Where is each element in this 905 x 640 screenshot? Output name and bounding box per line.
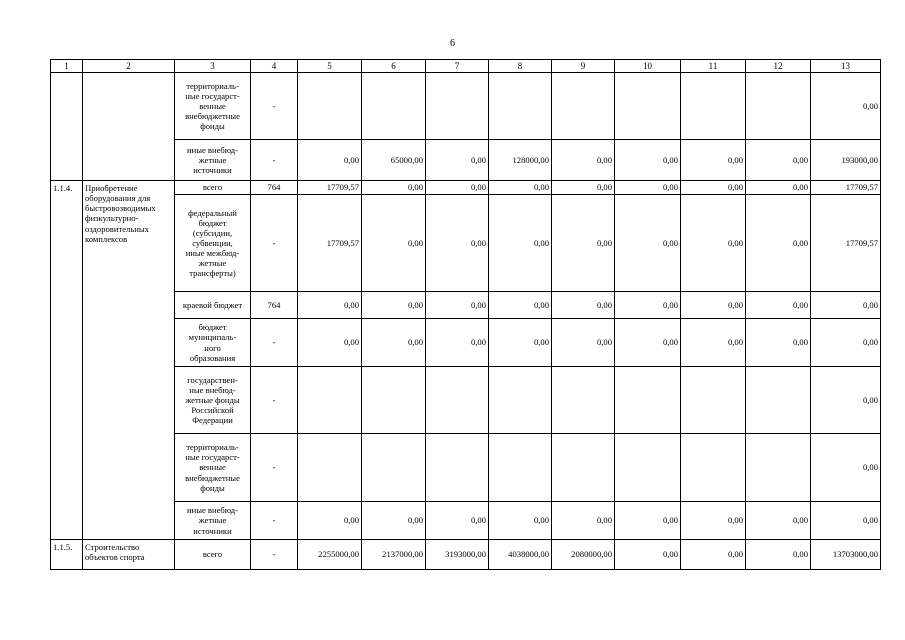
value-cell: 0,00 [681,292,746,319]
value-cell [426,73,489,140]
value-cell [362,367,426,434]
code-cell: 764 [251,292,298,319]
value-cell: 4038000,00 [489,540,552,570]
header-cell: 3 [175,60,251,73]
value-cell [298,434,362,502]
value-cell: 0,00 [746,181,811,195]
code-cell: - [251,367,298,434]
value-cell [426,367,489,434]
value-cell: 0,00 [552,319,615,367]
code-cell: - [251,73,298,140]
code-cell: - [251,195,298,292]
value-cell [552,73,615,140]
value-cell: 193000,00 [811,140,881,181]
code-cell: - [251,502,298,540]
item-name-cell [83,73,175,181]
item-number-cell: 1.1.5. [51,540,83,570]
value-cell: 0,00 [426,292,489,319]
item-name-cell: Строительство объектов спорта [83,540,175,570]
value-cell: 0,00 [811,292,881,319]
value-cell: 0,00 [362,181,426,195]
value-cell: 0,00 [362,195,426,292]
value-cell: 0,00 [681,195,746,292]
value-cell: 0,00 [489,292,552,319]
value-cell: 2080000,00 [552,540,615,570]
value-cell: 0,00 [811,502,881,540]
value-cell [615,73,681,140]
source-cell: всего [175,540,251,570]
item-number-cell: 1.1.4. [51,181,83,540]
header-cell: 1 [51,60,83,73]
source-cell: территориаль- ные государст- венные внебюджетные фонды [175,434,251,502]
header-row [51,60,881,73]
value-cell: 3193000,00 [426,540,489,570]
value-cell [489,73,552,140]
code-cell: - [251,540,298,570]
source-cell: иные внебюд- жетные источники [175,502,251,540]
table-row [51,319,881,367]
value-cell: 0,00 [426,195,489,292]
value-cell: 0,00 [298,319,362,367]
value-cell: 0,00 [811,319,881,367]
value-cell: 0,00 [615,502,681,540]
table-row [51,502,881,540]
source-cell: федеральный бюджет (субсидии, субвенции, иные межбюд- жетные трансферты) [175,195,251,292]
header-cell: 10 [615,60,681,73]
value-cell: 0,00 [489,502,552,540]
header-cell: 11 [681,60,746,73]
value-cell [489,367,552,434]
value-cell [746,434,811,502]
value-cell: 0,00 [615,140,681,181]
value-cell: 65000,00 [362,140,426,181]
value-cell [615,367,681,434]
value-cell: 0,00 [615,181,681,195]
value-cell: 0,00 [552,502,615,540]
value-cell: 2255000,00 [298,540,362,570]
page-number: 6 [450,38,455,49]
value-cell: 0,00 [615,195,681,292]
value-cell: 13703000,00 [811,540,881,570]
value-cell: 0,00 [811,367,881,434]
code-cell: 764 [251,181,298,195]
value-cell [362,434,426,502]
value-cell [552,434,615,502]
value-cell: 0,00 [552,195,615,292]
value-cell: 17709,57 [298,181,362,195]
value-cell: 0,00 [426,319,489,367]
table-row [51,434,881,502]
value-cell: 0,00 [681,140,746,181]
value-cell: 0,00 [746,319,811,367]
value-cell [681,434,746,502]
header-cell: 6 [362,60,426,73]
source-cell: бюджет муниципаль- ного образования [175,319,251,367]
value-cell: 0,00 [489,195,552,292]
header-cell: 5 [298,60,362,73]
source-cell: государствен- ные внебюд- жетные фонды Российской Федерации [175,367,251,434]
value-cell [426,434,489,502]
value-cell: 0,00 [746,540,811,570]
budget-table [50,59,881,570]
value-cell: 17709,57 [811,195,881,292]
value-cell: 2137000,00 [362,540,426,570]
table-row [51,181,881,195]
value-cell: 0,00 [681,319,746,367]
table-row [51,73,881,140]
value-cell: 0,00 [811,73,881,140]
value-cell: 0,00 [298,292,362,319]
value-cell: 0,00 [362,292,426,319]
value-cell: 0,00 [746,195,811,292]
value-cell: 0,00 [681,502,746,540]
value-cell: 17709,57 [298,195,362,292]
header-cell: 13 [811,60,881,73]
code-cell: - [251,434,298,502]
header-cell: 12 [746,60,811,73]
value-cell: 17709,57 [811,181,881,195]
code-cell: - [251,319,298,367]
value-cell: 0,00 [615,292,681,319]
table-row [51,540,881,570]
value-cell [489,434,552,502]
source-cell: иные внебюд- жетные источники [175,140,251,181]
value-cell: 0,00 [489,181,552,195]
value-cell: 0,00 [746,292,811,319]
source-cell: всего [175,181,251,195]
value-cell: 0,00 [811,434,881,502]
item-number-cell [51,73,83,181]
value-cell: 0,00 [298,502,362,540]
table-row [51,140,881,181]
code-cell: - [251,140,298,181]
table-row [51,367,881,434]
value-cell: 0,00 [362,502,426,540]
table-row [51,195,881,292]
value-cell: 0,00 [489,319,552,367]
header-cell: 8 [489,60,552,73]
value-cell [615,434,681,502]
header-cell: 9 [552,60,615,73]
value-cell: 0,00 [746,140,811,181]
value-cell: 0,00 [552,181,615,195]
value-cell: 0,00 [426,181,489,195]
value-cell [552,367,615,434]
value-cell: 0,00 [298,140,362,181]
value-cell: 0,00 [426,502,489,540]
header-cell: 7 [426,60,489,73]
header-cell: 2 [83,60,175,73]
value-cell: 0,00 [362,319,426,367]
value-cell: 0,00 [615,319,681,367]
item-name-cell: Приобретение оборудования для быстровозводимых физкультурно- оздоровительных комплексов [83,181,175,540]
value-cell [298,73,362,140]
source-cell: краевой бюджет [175,292,251,319]
value-cell [681,367,746,434]
value-cell [746,367,811,434]
value-cell: 0,00 [426,140,489,181]
table-row [51,292,881,319]
value-cell: 0,00 [615,540,681,570]
value-cell: 128000,00 [489,140,552,181]
value-cell [298,367,362,434]
source-cell: территориаль- ные государст- венные внебюджетные фонды [175,73,251,140]
value-cell [746,73,811,140]
value-cell: 0,00 [746,502,811,540]
header-cell: 4 [251,60,298,73]
value-cell [681,73,746,140]
value-cell: 0,00 [681,540,746,570]
value-cell [362,73,426,140]
value-cell: 0,00 [681,181,746,195]
value-cell: 0,00 [552,292,615,319]
value-cell: 0,00 [552,140,615,181]
